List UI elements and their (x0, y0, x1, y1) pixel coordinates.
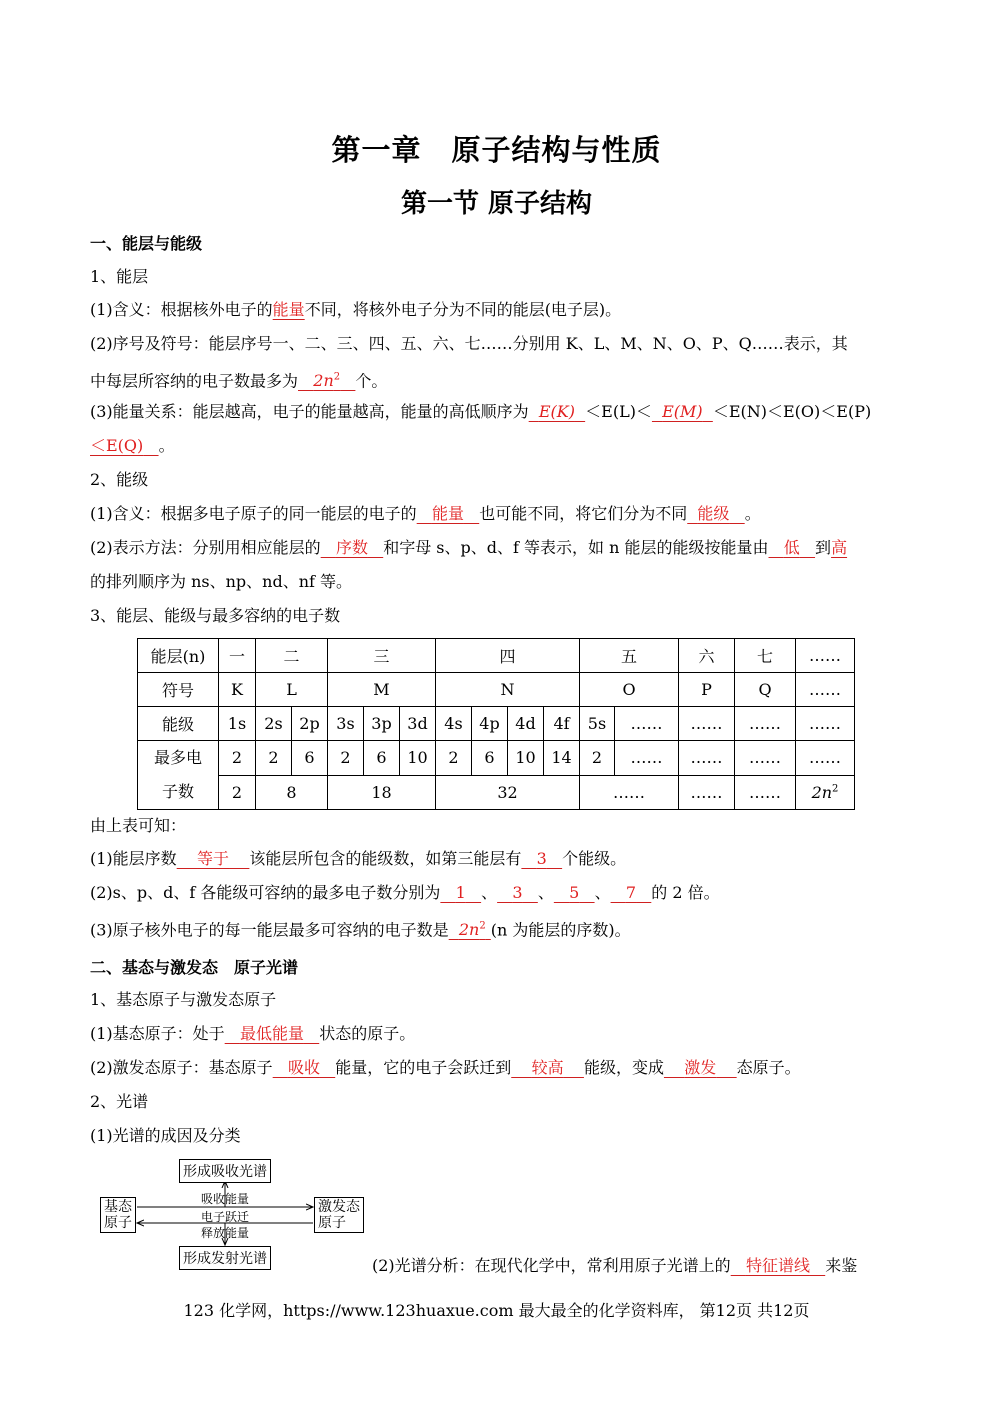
table-cell: 5s (580, 707, 615, 741)
line-energy-order: (3)能量关系：能层越高，电子的能量越高，能量的高低顺序为 E(K) ＜E(L)＜ E(M) ＜E(N)＜E(O)＜E(P) (90, 402, 872, 421)
label-absorb-energy: 吸收能量 (201, 1192, 250, 1206)
table-cell: 6 (472, 741, 508, 776)
answer-equal: 等于 (197, 849, 230, 868)
table-cell: 10 (400, 741, 436, 776)
table-cell: 3s (328, 707, 364, 741)
ground-state-box: 基态 原子 (100, 1197, 136, 1233)
table-cell: …… (796, 707, 855, 741)
line-level-meaning: (1)含义：根据多电子原子的同一能层的电子的 能量 也可能不同，将它们分为不同 能级 。 (90, 504, 761, 523)
table-cell: 2 (256, 741, 292, 776)
emission-spectrum-box: 形成发射光谱 (179, 1246, 271, 1270)
line-shell-capacity: 中每层所容纳的电子数最多为 $2n^2$ 个。 (90, 371, 388, 391)
answer-ordinal: 序数 (335, 538, 368, 557)
spectrum-diagram (97, 1157, 367, 1269)
line-spectrum-cause: (1)光谱的成因及分类 (90, 1126, 241, 1145)
table-cell: 6 (364, 741, 400, 776)
table-cell: 二 (256, 639, 328, 673)
table-cell: L (256, 673, 328, 707)
table-cell: 4p (472, 707, 508, 741)
table-cell: 4s (436, 707, 472, 741)
table-cell: P (679, 673, 735, 707)
line-conclusion-2: (2)s、p、d、f 各能级可容纳的最多电子数分别为 1 、 3 、 5 、 7 的 2 倍。 (90, 883, 720, 902)
label-electron-transition: 电子跃迁 (201, 1210, 250, 1224)
table-cell: K (219, 673, 256, 707)
subheading-ground-excited: 1、基态原子与激发态原子 (90, 990, 277, 1009)
answer-2n2: $2n^2$ (313, 371, 341, 391)
table-cell: 2 (436, 741, 472, 776)
section-heading-2: 二、基态与激发态 原子光谱 (90, 958, 299, 977)
answer-characteristic-lines: 特征谱线 (745, 1256, 810, 1275)
subheading-table: 3、能层、能级与最多容纳的电子数 (90, 606, 341, 625)
table-cell: 六 (679, 639, 735, 673)
page-footer: 123 化学网，https://www.123huaxue.com 最大最全的化学资料库， 第12页 共12页 (183, 1301, 810, 1320)
table-cell: M (328, 673, 436, 707)
table-cell: 1s (219, 707, 256, 741)
excited-state-box: 激发态 原子 (314, 1197, 364, 1233)
section-heading-1: 一、能层与能级 (90, 234, 203, 253)
table-cell: 2 (580, 741, 615, 776)
line-shell-symbols: (2)序号及符号：能层序号一、二、三、四、五、六、七……分别用 K、L、M、N、O、P、Q……表示，其 (90, 334, 848, 353)
table-cell: 2 (328, 741, 364, 776)
table-row (138, 741, 855, 776)
table-conclusion-intro: 由上表可知： (90, 816, 187, 835)
table-row (138, 775, 855, 810)
table-cell: 14 (544, 741, 580, 776)
line-shell-meaning: (1)含义：根据核外电子的能量不同，将核外电子分为不同的能层(电子层)。 (90, 300, 622, 319)
table-cell: N (436, 673, 580, 707)
table-cell: …… (796, 639, 855, 673)
chapter-title: 第一章 原子结构与性质 (331, 133, 662, 167)
table-cell: 四 (436, 639, 580, 673)
subheading-energy-level: 2、能级 (90, 470, 149, 489)
table-cell: 4f (544, 707, 580, 741)
shell-level-table (137, 638, 855, 810)
line-spectrum-analysis: (2)光谱分析：在现代化学中，常利用原子光谱上的 特征谱线 来鉴 (372, 1256, 858, 1275)
table-cell: Q (735, 673, 796, 707)
table-cell: …… (615, 741, 679, 776)
answer-lowest-energy: 最低能量 (239, 1024, 304, 1043)
table-row (138, 707, 855, 741)
table-cell: 一 (219, 639, 256, 673)
table-cell: 6 (292, 741, 328, 776)
answer-higher: 较高 (531, 1058, 564, 1077)
table-cell: 2p (292, 707, 328, 741)
table-cell: 能层(n) (138, 639, 219, 673)
answer-high: 高 (831, 538, 848, 557)
table-cell: …… (580, 775, 679, 810)
table-cell: 能级 (138, 707, 219, 741)
table-cell: 32 (436, 775, 580, 810)
answer-2n2-b: $2n^2$ (458, 920, 486, 940)
line-conclusion-3: (3)原子核外电子的每一能层最多可容纳的电子数是 $2n^2$ (n 为能层的序数)。 (90, 920, 631, 940)
table-cell: 2 (219, 775, 256, 810)
line-level-notation: (2)表示方法：分别用相应能层的 序数 和字母 s、p、d、f 等表示，如 n 能层的能级按能量由 低 到高 (90, 538, 848, 557)
table-cell: 符号 (138, 673, 219, 707)
answer-em: E(M) (662, 402, 703, 421)
answer-ek: E(K) (538, 402, 575, 421)
line-energy-order-cont: ＜E(Q) 。 (90, 436, 175, 455)
table-cell: 4d (508, 707, 544, 741)
table-cell: …… (796, 741, 855, 776)
answer-3b: 3 (512, 883, 523, 902)
label-release-energy: 释放能量 (201, 1226, 250, 1240)
answer-low: 低 (783, 538, 800, 557)
table-cell: 七 (735, 639, 796, 673)
table-cell: 18 (328, 775, 436, 810)
table-cell: …… (796, 673, 855, 707)
table-cell: 2 (219, 741, 256, 776)
answer-1: 1 (455, 883, 466, 902)
subheading-spectrum: 2、光谱 (90, 1092, 149, 1111)
table-cell: …… (735, 741, 796, 776)
table-cell: 三 (328, 639, 436, 673)
table-row (138, 639, 855, 673)
table-cell: 2s (256, 707, 292, 741)
table-cell: …… (679, 775, 735, 810)
table-cell: …… (735, 707, 796, 741)
table-row (138, 673, 855, 707)
table-cell: …… (615, 707, 679, 741)
line-conclusion-1: (1)能层序数 等于 该能层所包含的能级数，如第三能层有 3 个能级。 (90, 849, 627, 868)
table-cell: …… (679, 707, 735, 741)
answer-level: 能级 (697, 504, 730, 523)
answer-3: 3 (536, 849, 547, 868)
answer-eq: ＜E(Q) (90, 436, 144, 455)
answer-5: 5 (569, 883, 580, 902)
table-cell: …… (679, 741, 735, 776)
answer-absorb: 吸收 (287, 1058, 320, 1077)
section-title: 第一节 原子结构 (400, 189, 593, 219)
table-cell: 8 (256, 775, 328, 810)
table-cell-2n2: $2n^2$ (796, 775, 855, 810)
answer-energy-2: 能量 (431, 504, 464, 523)
table-cell: 五 (580, 639, 679, 673)
table-cell: …… (735, 775, 796, 810)
answer-energy: 能量 (272, 300, 305, 319)
answer-7: 7 (625, 883, 637, 902)
line-level-order: 的排列顺序为 ns、np、nd、nf 等。 (90, 572, 353, 591)
answer-excited: 激发 (684, 1058, 717, 1077)
table-cell: 3d (400, 707, 436, 741)
table-cell: 3p (364, 707, 400, 741)
table-cell: O (580, 673, 679, 707)
table-cell-max-electrons: 最多电 子数 (138, 741, 219, 810)
line-ground-state: (1)基态原子：处于 最低能量 状态的原子。 (90, 1024, 416, 1043)
line-excited-state: (2)激发态原子：基态原子 吸收 能量，它的电子会跃迁到 较高 能级，变成 激发 态原子。 (90, 1058, 801, 1077)
table-cell: 10 (508, 741, 544, 776)
absorption-spectrum-box: 形成吸收光谱 (179, 1159, 271, 1183)
subheading-energy-shell: 1、能层 (90, 267, 149, 286)
